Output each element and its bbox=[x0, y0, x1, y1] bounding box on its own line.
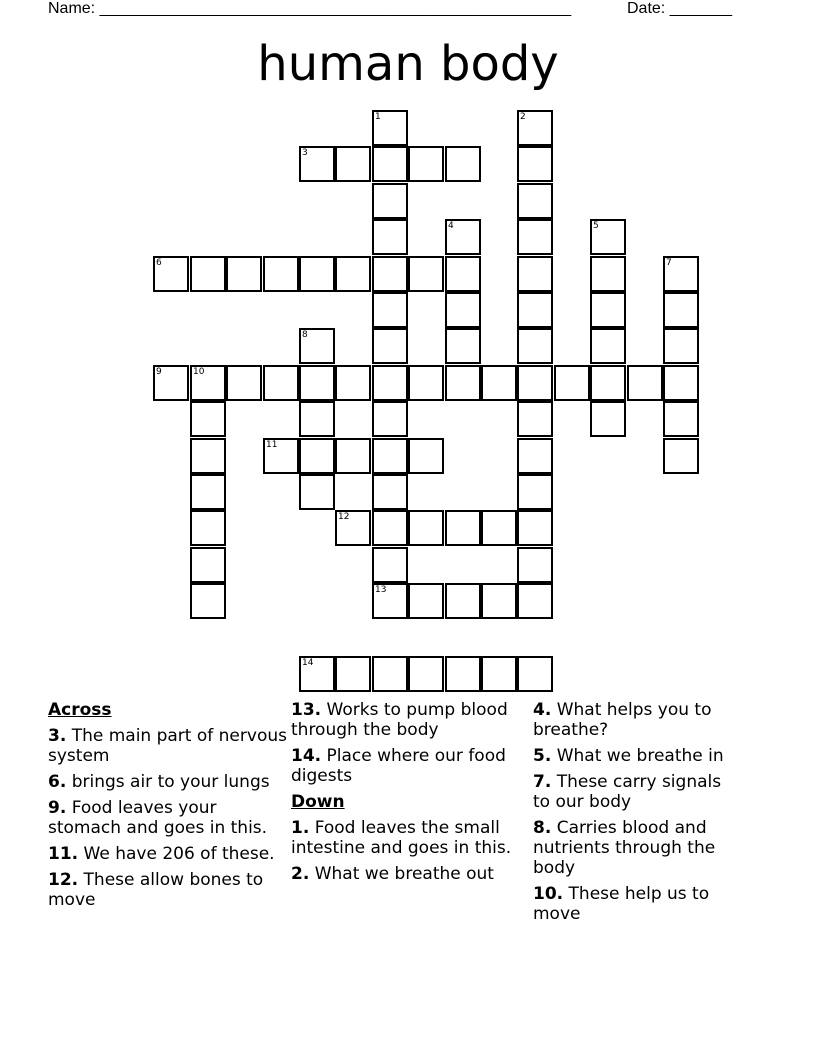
clue-number: 5 bbox=[593, 221, 599, 231]
grid-cell bbox=[335, 438, 371, 474]
grid-cell bbox=[299, 401, 335, 437]
clue-across-13: 13. Works to pump blood through the body bbox=[291, 700, 508, 740]
grid-cell bbox=[190, 438, 226, 474]
grid-cell bbox=[663, 401, 699, 437]
grid-cell bbox=[190, 401, 226, 437]
grid-cell bbox=[554, 365, 590, 401]
grid-cell bbox=[372, 292, 408, 328]
grid-cell bbox=[517, 110, 553, 146]
grid-cell bbox=[517, 365, 553, 401]
grid-cell bbox=[335, 656, 371, 692]
grid-cell bbox=[299, 474, 335, 510]
grid-cell bbox=[372, 110, 408, 146]
grid-cell bbox=[663, 365, 699, 401]
grid-cell bbox=[590, 256, 626, 292]
grid-cell bbox=[627, 365, 663, 401]
grid-cell bbox=[190, 510, 226, 546]
grid-cell bbox=[590, 365, 626, 401]
grid-cell bbox=[408, 438, 444, 474]
grid-cell bbox=[335, 365, 371, 401]
grid-cell bbox=[517, 292, 553, 328]
grid-cell bbox=[408, 583, 444, 619]
clue-number: 3 bbox=[302, 148, 308, 158]
grid-cell bbox=[517, 510, 553, 546]
grid-cell bbox=[445, 365, 481, 401]
clue-down-5: 5. What we breathe in bbox=[533, 746, 724, 766]
date-field[interactable] bbox=[627, 0, 732, 18]
clue-number: 14 bbox=[302, 658, 314, 668]
grid-cell bbox=[153, 256, 189, 292]
grid-cell bbox=[590, 219, 626, 255]
grid-cell bbox=[372, 583, 408, 619]
grid-cell bbox=[445, 146, 481, 182]
clue-across-6: 6. brings air to your lungs bbox=[48, 772, 270, 792]
grid-cell bbox=[663, 256, 699, 292]
grid-cell bbox=[408, 256, 444, 292]
name-label: Name: bbox=[48, 0, 96, 17]
grid-cell bbox=[372, 510, 408, 546]
grid-cell bbox=[372, 183, 408, 219]
grid-cell bbox=[408, 656, 444, 692]
grid-cell bbox=[372, 365, 408, 401]
name-line: _____________________________________________________ bbox=[99, 0, 572, 17]
name-field[interactable] bbox=[48, 0, 571, 18]
grid-cell bbox=[335, 256, 371, 292]
grid-cell bbox=[663, 438, 699, 474]
grid-cell bbox=[663, 328, 699, 364]
grid-cell bbox=[263, 256, 299, 292]
grid-cell bbox=[372, 219, 408, 255]
grid-cell bbox=[445, 328, 481, 364]
grid-cell bbox=[190, 365, 226, 401]
grid-cell bbox=[372, 328, 408, 364]
grid-cell bbox=[663, 292, 699, 328]
grid-cell bbox=[590, 401, 626, 437]
grid-cell bbox=[190, 583, 226, 619]
grid-cell bbox=[445, 583, 481, 619]
clues-column-1 bbox=[48, 700, 288, 916]
grid-cell bbox=[299, 438, 335, 474]
grid-cell bbox=[481, 656, 517, 692]
grid-cell bbox=[299, 365, 335, 401]
grid-cell bbox=[153, 365, 189, 401]
grid-cell bbox=[517, 183, 553, 219]
grid-cell bbox=[517, 547, 553, 583]
clue-down-1: 1. Food leaves the small intestine and goes in this. bbox=[291, 818, 512, 858]
clue-across-11: 11. We have 206 of these. bbox=[48, 844, 275, 864]
clue-number: 2 bbox=[520, 112, 526, 122]
clue-down-10: 10. These help us to move bbox=[533, 884, 710, 924]
clue-number: 13 bbox=[375, 585, 387, 595]
grid-cell bbox=[445, 292, 481, 328]
grid-cell bbox=[517, 146, 553, 182]
clue-number: 1 bbox=[375, 112, 381, 122]
clue-number: 10 bbox=[193, 367, 205, 377]
grid-cell bbox=[190, 256, 226, 292]
clue-across-14: 14. Place where our food digests bbox=[291, 746, 506, 786]
date-label: Date: bbox=[627, 0, 666, 17]
grid-cell bbox=[517, 656, 553, 692]
clue-across-3: 3. The main part of nervous system bbox=[48, 726, 287, 766]
grid-cell bbox=[517, 438, 553, 474]
clue-down-7: 7. These carry signals to our body bbox=[533, 772, 722, 812]
grid-cell bbox=[445, 219, 481, 255]
grid-cell bbox=[372, 474, 408, 510]
grid-cell bbox=[481, 365, 517, 401]
page-title: human body bbox=[257, 36, 559, 92]
grid-cell bbox=[481, 510, 517, 546]
down-heading: Down bbox=[291, 792, 345, 812]
clue-number: 9 bbox=[156, 367, 162, 377]
clue-number: 8 bbox=[302, 330, 308, 340]
grid-cell bbox=[517, 256, 553, 292]
clues-column-2 bbox=[291, 700, 516, 890]
grid-cell bbox=[335, 510, 371, 546]
grid-cell bbox=[517, 401, 553, 437]
grid-cell bbox=[517, 474, 553, 510]
grid-cell bbox=[408, 146, 444, 182]
grid-cell bbox=[590, 292, 626, 328]
grid-cell bbox=[372, 146, 408, 182]
grid-cell bbox=[190, 474, 226, 510]
grid-cell bbox=[408, 510, 444, 546]
clue-number: 6 bbox=[156, 258, 162, 268]
date-line: _______ bbox=[669, 0, 732, 17]
grid-cell bbox=[299, 256, 335, 292]
grid-cell bbox=[372, 256, 408, 292]
grid-cell bbox=[372, 656, 408, 692]
grid-cell bbox=[299, 656, 335, 692]
clues-column-3 bbox=[533, 700, 743, 930]
across-heading: Across bbox=[48, 700, 112, 720]
grid-cell bbox=[299, 146, 335, 182]
grid-cell bbox=[335, 146, 371, 182]
clue-down-4: 4. What helps you to breathe? bbox=[533, 700, 712, 740]
clue-across-9: 9. Food leaves your stomach and goes in this. bbox=[48, 798, 268, 838]
grid-cell bbox=[481, 583, 517, 619]
grid-cell bbox=[190, 547, 226, 583]
grid-cell bbox=[517, 583, 553, 619]
grid-cell bbox=[408, 365, 444, 401]
clue-number: 11 bbox=[266, 440, 278, 450]
grid-cell bbox=[372, 401, 408, 437]
grid-cell bbox=[226, 365, 262, 401]
clue-number: 7 bbox=[666, 258, 672, 268]
clue-down-2: 2. What we breathe out bbox=[291, 864, 494, 884]
grid-cell bbox=[445, 256, 481, 292]
grid-cell bbox=[263, 365, 299, 401]
grid-cell bbox=[372, 438, 408, 474]
grid-cell bbox=[445, 510, 481, 546]
grid-cell bbox=[590, 328, 626, 364]
grid-cell bbox=[445, 656, 481, 692]
clue-across-12: 12. These allow bones to move bbox=[48, 870, 264, 910]
grid-cell bbox=[372, 547, 408, 583]
grid-cell bbox=[517, 219, 553, 255]
clue-down-8: 8. Carries blood and nutrients through the body bbox=[533, 818, 716, 878]
grid-cell bbox=[226, 256, 262, 292]
grid-cell bbox=[517, 328, 553, 364]
grid-cell bbox=[263, 438, 299, 474]
clue-number: 4 bbox=[448, 221, 454, 231]
grid-cell bbox=[299, 328, 335, 364]
clue-number: 12 bbox=[338, 512, 350, 522]
